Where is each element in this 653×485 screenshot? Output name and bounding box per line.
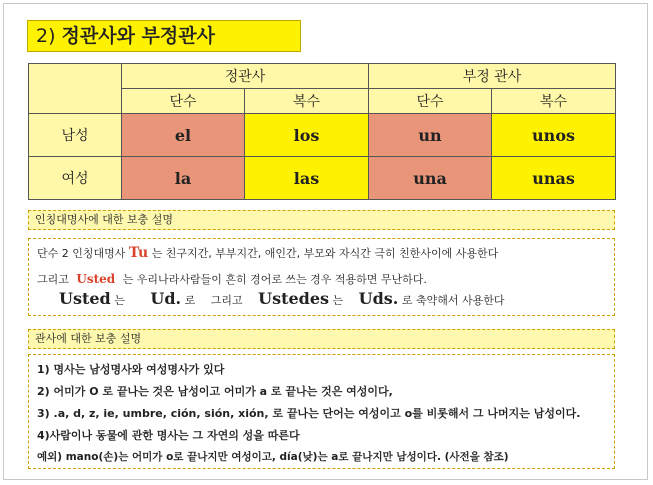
table-cell: las (245, 157, 369, 200)
row-label-feminine: 여성 (29, 157, 122, 200)
rule-line: 2) 어미가 O 로 끝나는 것은 남성이고 어미가 a 로 끝나는 것은 여성이다, (37, 385, 393, 398)
subheader-singular: 단수 (369, 89, 492, 114)
note-text: 는 (114, 294, 125, 307)
table-cell: el (122, 114, 245, 157)
note-text: 로 축약해서 사용한다 (401, 294, 505, 307)
note-text: 그리고 (210, 294, 243, 307)
note-line (37, 245, 498, 261)
spanish-word: Ud. (150, 289, 182, 308)
subheader-singular: 단수 (122, 89, 245, 114)
title-number: 2) (36, 25, 56, 47)
header-definite: 정관사 (122, 64, 369, 89)
table-cell: la (122, 157, 245, 200)
rule-line: 4)사람이나 동물에 관한 명사는 그 자연의 성을 따른다 (37, 429, 300, 442)
section-label-pronoun: 인칭대명사에 대한 보충 설명 (28, 210, 615, 230)
subheader-plural: 복수 (492, 89, 616, 114)
note-text: 그리고 (37, 273, 69, 286)
highlight-word: Usted (76, 272, 116, 286)
header-indefinite: 부정 관사 (369, 64, 616, 89)
article-table (28, 63, 616, 200)
table-cell: un (369, 114, 492, 157)
note-text: 단수 2 인칭대명사 (37, 247, 126, 260)
rule-line: 예외) mano(손)는 어미가 o로 끝나지만 여성이고, día(낮)는 a로 끝나지만 남성이다. (사전을 참조) (37, 451, 509, 463)
note-line (37, 271, 427, 287)
section-label-article: 관사에 대한 보충 설명 (28, 329, 615, 349)
note-text: 는 우리나라사람들이 흔히 경어로 쓰는 경우 적용하면 무난하다. (122, 273, 427, 286)
note-text: 는 (332, 294, 344, 307)
page-title (27, 20, 301, 52)
rule-line: 3) .a, d, z, ie, umbre, ción, sión, xión, 로 끝나는 단어는 여성이고 o를 비롯해서 그 나머지는 남성이다. (37, 407, 581, 420)
note-line (59, 289, 505, 308)
table-cell: unos (492, 114, 616, 157)
section-note-pronoun (28, 238, 615, 316)
highlight-word: Tu (128, 245, 149, 261)
spanish-word: Usted (59, 289, 111, 308)
table-cell: los (245, 114, 369, 157)
rule-line: 1) 명사는 남성명사와 여성명사가 있다 (37, 363, 225, 376)
table-corner (29, 64, 122, 114)
note-text: 는 친구지간, 부부지간, 애인간, 부모와 자식간 극히 친한사이에 사용한다 (151, 247, 499, 260)
subheader-plural: 복수 (245, 89, 369, 114)
title-text: 정관사와 부정관사 (61, 25, 215, 47)
table-cell: una (369, 157, 492, 200)
spanish-word: Ustedes (258, 289, 330, 308)
section-note-article (28, 354, 615, 469)
row-label-masculine: 남성 (29, 114, 122, 157)
note-text: 로 (184, 294, 196, 307)
spanish-word: Uds. (358, 289, 399, 308)
table-cell: unas (492, 157, 616, 200)
